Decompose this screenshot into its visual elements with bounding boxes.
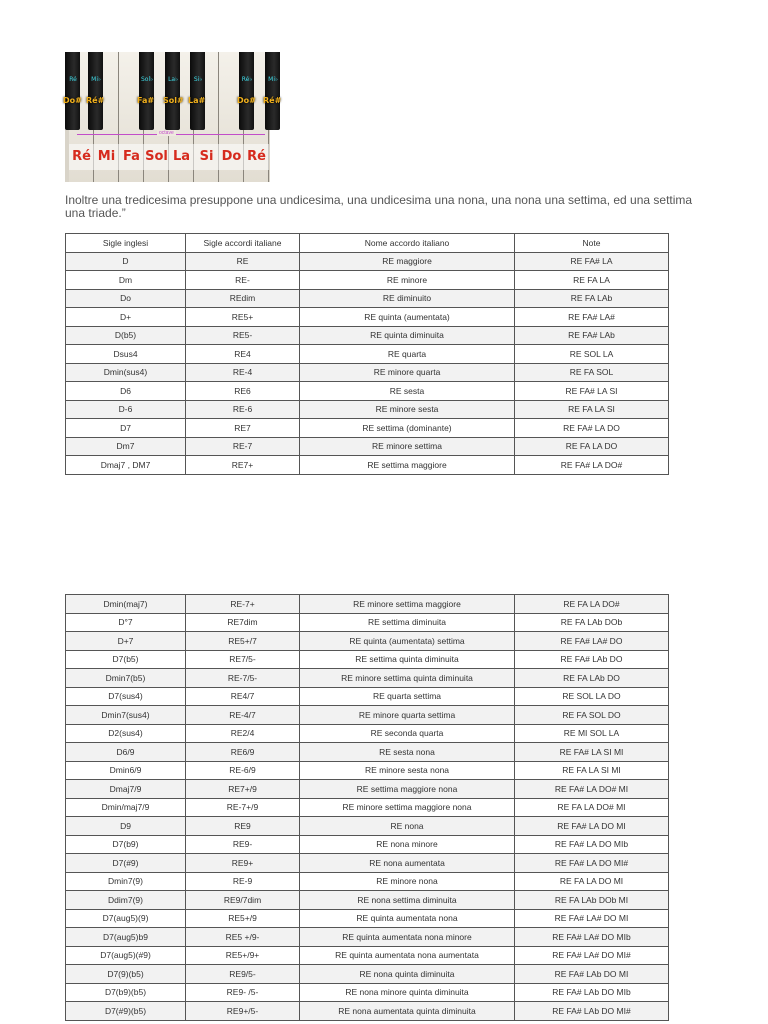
cell-notes: RE FA# LA# [515,308,669,327]
cell-italian-symbol: RE5+/7 [186,632,300,651]
cell-notes: RE FA# LA DO MI [515,817,669,836]
table-row [66,363,669,382]
cell-italian-symbol: RE7dim [186,613,300,632]
cell-italian-name: RE quinta (aumentata) [300,308,515,327]
cell-notes: RE SOL LA DO [515,687,669,706]
table-row [66,706,669,725]
cell-italian-name: RE nona minore quinta diminuita [300,983,515,1002]
cell-italian-name: RE quinta aumentata nona [300,909,515,928]
header-italian-name: Nome accordo italiano [300,234,515,253]
cell-notes: RE FA# LA [515,252,669,271]
cell-english: Dmaj7 , DM7 [66,456,186,475]
table-row [66,946,669,965]
cell-italian-symbol: RE-4 [186,363,300,382]
cell-italian-name: RE minore settima maggiore [300,595,515,614]
sharp-label: Ré# [86,96,105,105]
table-row [66,613,669,632]
cell-notes: RE FA# LAb DO MI# [515,1002,669,1021]
header-english: Sigle inglesi [66,234,186,253]
cell-italian-symbol: RE2/4 [186,724,300,743]
cell-notes: RE FA# LAb DO MIb [515,983,669,1002]
cell-italian-name: RE diminuito [300,289,515,308]
cell-italian-symbol: RE6 [186,382,300,401]
cell-italian-symbol: RE7 [186,419,300,438]
cell-italian-name: RE minore settima quinta diminuita [300,669,515,688]
table-row [66,817,669,836]
black-key-label: La♭ [168,76,178,83]
cell-english: D7(aug5)b9 [66,928,186,947]
cell-italian-name: RE settima diminuita [300,613,515,632]
cell-italian-symbol: RE9 [186,817,300,836]
table-row [66,345,669,364]
cell-english: Dmaj7/9 [66,780,186,799]
cell-english: D7(sus4) [66,687,186,706]
white-key-label: Mi [94,144,119,170]
white-key-label: Si [194,144,219,170]
table-row [66,891,669,910]
table-row [66,382,669,401]
cell-notes: RE FA# LA DO MI# [515,854,669,873]
black-key [165,52,180,130]
cell-italian-symbol: RE4/7 [186,687,300,706]
cell-notes: RE FA# LA# DO MI# [515,946,669,965]
black-key [139,52,154,130]
cell-italian-symbol: RE7+/9 [186,780,300,799]
chord-table-2 [65,594,669,1021]
cell-italian-symbol: RE5- [186,326,300,345]
black-key [239,52,254,130]
cell-italian-symbol: RE5 +/9- [186,928,300,947]
cell-english: D+7 [66,632,186,651]
table-row [66,308,669,327]
cell-italian-name: RE nona aumentata [300,854,515,873]
cell-english: D+ [66,308,186,327]
cell-notes: RE FA# LA DO# MI [515,780,669,799]
cell-english: D-6 [66,400,186,419]
sharp-label: Do# [63,96,82,105]
black-key-label: Sol♭ [141,76,153,83]
cell-english: D°7 [66,613,186,632]
cell-notes: RE FA LAb DO [515,669,669,688]
cell-italian-name: RE quarta [300,345,515,364]
table-row [66,326,669,345]
cell-english: D(b5) [66,326,186,345]
cell-notes: RE FA# LAb DO [515,650,669,669]
table-row [66,743,669,762]
cell-notes: RE FA LA DO MI [515,872,669,891]
cell-notes: RE FA# LA# DO [515,632,669,651]
table-row [66,909,669,928]
cell-notes: RE FA# LAb [515,326,669,345]
cell-notes: RE SOL LA [515,345,669,364]
white-key-label: Ré [69,144,94,170]
cell-italian-name: RE minore settima maggiore nona [300,798,515,817]
cell-italian-symbol: RE-6/9 [186,761,300,780]
cell-english: Dmin6/9 [66,761,186,780]
cell-notes: RE FA SOL [515,363,669,382]
table-row [66,650,669,669]
header-notes: Note [515,234,669,253]
cell-italian-symbol: RE9/5- [186,965,300,984]
cell-italian-symbol: RE7+ [186,456,300,475]
cell-notes: RE FA LA [515,271,669,290]
cell-italian-symbol: RE9+ [186,854,300,873]
table-row [66,835,669,854]
cell-english: Ddim7(9) [66,891,186,910]
table-row [66,983,669,1002]
cell-italian-name: RE sesta nona [300,743,515,762]
black-key [65,52,80,130]
cell-english: D7(#9) [66,854,186,873]
table-header-row [66,234,669,253]
cell-notes: RE FA# LA# DO MIb [515,928,669,947]
cell-english: D9 [66,817,186,836]
table-row [66,400,669,419]
table-row [66,669,669,688]
sharp-label: Fa# [137,96,155,105]
black-key-label: Mi♭ [268,76,278,83]
cell-italian-symbol: RE9- /5- [186,983,300,1002]
cell-italian-symbol: RE-7+ [186,595,300,614]
sharp-label: Sol# [163,96,184,105]
cell-italian-symbol: REdim [186,289,300,308]
white-key-label: Do [219,144,244,170]
table-row [66,632,669,651]
cell-italian-name: RE nona quinta diminuita [300,965,515,984]
table-row [66,780,669,799]
cell-italian-symbol: RE-7/5- [186,669,300,688]
cell-english: D7(9)(b5) [66,965,186,984]
white-key-label: La [169,144,194,170]
table-row [66,252,669,271]
cell-notes: RE FA# LA DO# [515,456,669,475]
sharp-label: Do# [237,96,256,105]
cell-notes: RE FA# LA SI MI [515,743,669,762]
cell-notes: RE MI SOL LA [515,724,669,743]
black-key [265,52,280,130]
cell-italian-name: RE settima quinta diminuita [300,650,515,669]
white-key-label: Fa [119,144,144,170]
table-row [66,965,669,984]
table-row [66,928,669,947]
sharp-label: La# [188,96,206,105]
cell-italian-name: RE minore [300,271,515,290]
cell-notes: RE FA# LA SI [515,382,669,401]
cell-italian-name: RE maggiore [300,252,515,271]
cell-english: D7(b5) [66,650,186,669]
cell-italian-name: RE quinta aumentata nona minore [300,928,515,947]
cell-italian-name: RE settima maggiore nona [300,780,515,799]
cell-italian-symbol: RE7/5- [186,650,300,669]
cell-italian-symbol: RE5+ [186,308,300,327]
header-italian-symbol: Sigle accordi italiane [186,234,300,253]
black-key [190,52,205,130]
cell-notes: RE FA# LA# DO MI [515,909,669,928]
cell-english: Dmin7(b5) [66,669,186,688]
cell-italian-name: RE minore quarta [300,363,515,382]
black-key-label: Ré [69,76,77,83]
cell-italian-name: RE minore sesta [300,400,515,419]
cell-english: Dmin(maj7) [66,595,186,614]
cell-english: Dm7 [66,437,186,456]
cell-italian-name: RE settima maggiore [300,456,515,475]
cell-italian-symbol: RE5+/9+ [186,946,300,965]
cell-italian-name: RE minore quarta settima [300,706,515,725]
cell-italian-name: RE quinta aumentata nona aumentata [300,946,515,965]
cell-italian-name: RE minore settima [300,437,515,456]
cell-italian-symbol: RE9/7dim [186,891,300,910]
cell-italian-symbol: RE-9 [186,872,300,891]
cell-english: D7(b9)(b5) [66,983,186,1002]
cell-notes: RE FA# LAb DO MI [515,965,669,984]
table-row [66,1002,669,1021]
cell-italian-name: RE settima (dominante) [300,419,515,438]
cell-italian-symbol: RE- [186,271,300,290]
cell-notes: RE FA SOL DO [515,706,669,725]
cell-italian-symbol: RE-4/7 [186,706,300,725]
piano-keyboard-image [63,52,282,182]
cell-notes: RE FA# LA DO MIb [515,835,669,854]
table-row [66,289,669,308]
octave-label: octave [159,130,174,136]
cell-english: D [66,252,186,271]
cell-italian-symbol: RE4 [186,345,300,364]
cell-english: D6 [66,382,186,401]
black-key-label: Mi♭ [91,76,101,83]
cell-english: Dmin7(9) [66,872,186,891]
cell-italian-symbol: RE9+/5- [186,1002,300,1021]
chord-table-1 [65,233,669,475]
table-row [66,419,669,438]
cell-notes: RE FA LA DO# [515,595,669,614]
cell-notes: RE FA LA SI MI [515,761,669,780]
cell-english: Dmin/maj7/9 [66,798,186,817]
cell-english: D7 [66,419,186,438]
cell-english: Dmin7(sus4) [66,706,186,725]
cell-italian-symbol: RE6/9 [186,743,300,762]
black-key-label: Si♭ [193,76,203,83]
cell-italian-symbol: RE5+/9 [186,909,300,928]
cell-italian-symbol: RE-7+/9 [186,798,300,817]
cell-italian-name: RE quinta (aumentata) settima [300,632,515,651]
cell-italian-name: RE nona minore [300,835,515,854]
cell-notes: RE FA LAb DOb MI [515,891,669,910]
table-row [66,271,669,290]
table-row [66,798,669,817]
cell-italian-symbol: RE-7 [186,437,300,456]
white-key-label: Ré [244,144,269,170]
cell-italian-symbol: RE9- [186,835,300,854]
cell-english: Do [66,289,186,308]
cell-english: D2(sus4) [66,724,186,743]
cell-italian-name: RE sesta [300,382,515,401]
cell-english: Dm [66,271,186,290]
cell-notes: RE FA LA DO [515,437,669,456]
cell-italian-name: RE seconda quarta [300,724,515,743]
cell-notes: RE FA LAb [515,289,669,308]
cell-italian-name: RE quarta settima [300,687,515,706]
cell-italian-symbol: RE-6 [186,400,300,419]
cell-italian-name: RE quinta diminuita [300,326,515,345]
cell-italian-name: RE nona [300,817,515,836]
black-key [88,52,103,130]
cell-italian-name: RE nona settima diminuita [300,891,515,910]
cell-italian-name: RE minore nona [300,872,515,891]
cell-notes: RE FA LA DO# MI [515,798,669,817]
cell-english: D7(aug5)(#9) [66,946,186,965]
table-row [66,761,669,780]
table-row [66,437,669,456]
table-row [66,872,669,891]
white-key-label: Sol [144,144,169,170]
cell-english: D7(aug5)(9) [66,909,186,928]
cell-italian-name: RE nona aumentata quinta diminuita [300,1002,515,1021]
cell-italian-symbol: RE [186,252,300,271]
cell-english: D7(#9)(b5) [66,1002,186,1021]
table-row [66,724,669,743]
cell-italian-name: RE minore sesta nona [300,761,515,780]
cell-english: D7(b9) [66,835,186,854]
cell-english: Dmin(sus4) [66,363,186,382]
intro-paragraph: Inoltre una tredicesima presuppone una undicesima, una undicesima una nona, una nona una settima, ed una settima una triade.” [65,193,693,220]
table-row [66,687,669,706]
cell-english: Dsus4 [66,345,186,364]
table-row [66,456,669,475]
table-row [66,595,669,614]
cell-english: D6/9 [66,743,186,762]
cell-notes: RE FA LA SI [515,400,669,419]
sharp-label: Ré# [263,96,282,105]
cell-notes: RE FA LAb DOb [515,613,669,632]
black-key-label: Ré♭ [241,76,253,83]
cell-notes: RE FA# LA DO [515,419,669,438]
table-row [66,854,669,873]
